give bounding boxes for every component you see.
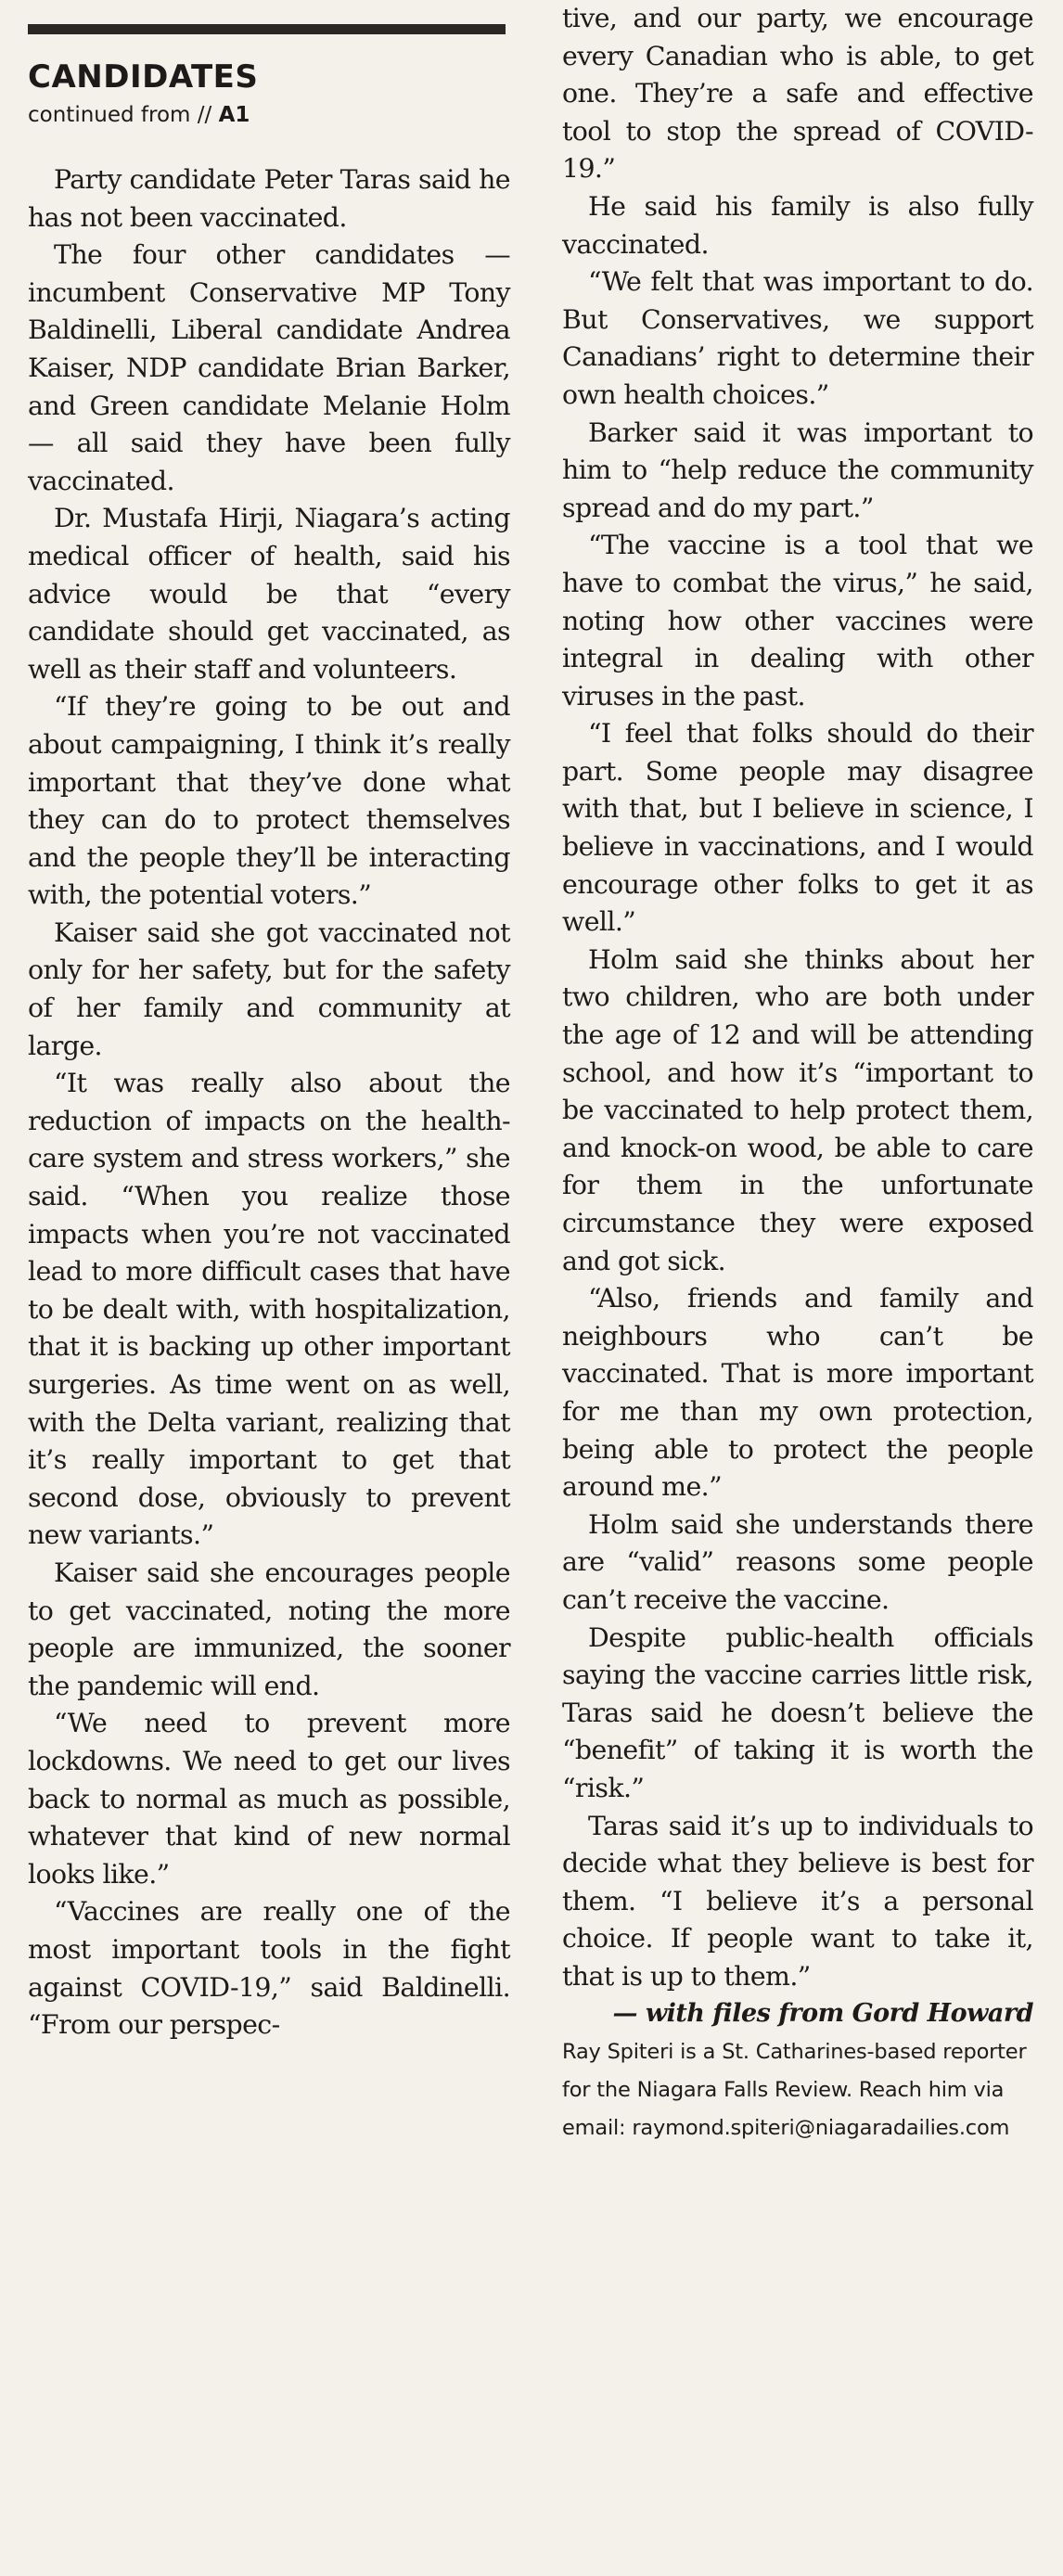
section-rule: [28, 24, 506, 34]
continued-from-line: [28, 100, 510, 130]
paragraph: Taras said it’s up to individuals to decide what they believe is best for them. “I believe it’s a personal choice. If people want to take it, that is up to them.”: [562, 1810, 1033, 1992]
paragraph: He said his family is also fully vaccinated.: [562, 190, 1033, 260]
paragraph: Dr. Mustafa Hirji, Niagara’s acting medical officer of health, said his advice would be that “every candidate should get vaccinated, as well as their staff and volunteers.: [28, 503, 510, 685]
continued-page: A1: [218, 103, 250, 127]
paragraph: Barker said it was important to him to “help reduce the community spread and do my part.”: [562, 417, 1033, 523]
paragraph: “If they’re going to be out and about campaigning, I think it’s really important that they’ve done what they can do to protect themselves and the people they’ll be interacting with, the potential voters.”: [28, 691, 510, 911]
paragraph: “We need to prevent more lockdowns. We need to get our lives back to normal as much as possible, whatever that kind of new normal looks like.”: [28, 1708, 510, 1890]
paragraph: “I feel that folks should do their part. Some people may disagree with that, but I believe in science, I believe in vaccinations, and I would encourage other folks to get it as well.”: [562, 718, 1033, 938]
paragraph: Despite public-health officials saying the vaccine carries little risk, Taras said he doesn’t believe the “benefit” of taking it is worth the “risk.”: [562, 1621, 1033, 1803]
paragraph: Holm said she understands there are “valid” reasons some people can’t receive the vaccine.: [562, 1508, 1033, 1615]
paragraph: Kaiser said she encourages people to get vaccinated, noting the more people are immunized, the sooner the pandemic will end.: [28, 1557, 510, 1701]
paragraph: “The vaccine is a tool that we have to combat the virus,” he said, noting how other vaccines were integral in dealing with other viruses in the past.: [562, 530, 1033, 711]
paragraph: “It was really also about the reduction of impacts on the health-care system and stress workers,” she said. “When you realize those impacts when you’re not vaccinated lead to more difficult cases that have to be dealt with, with hospitalization, that it is backing up other important surgeries. As time went on as well, with the Delta variant, realizing that it’s really important to get that second dose, obviously to prevent new variants.”: [28, 1068, 510, 1551]
paragraph: “Vaccines are really one of the most important tools in the fight against COVID-19,” said Baldinelli. “From our perspec-: [28, 1896, 510, 2041]
right-column: [562, 0, 1033, 2147]
paragraph: The four other candidates — incumbent Conservative MP Tony Baldinelli, Liberal candidate Andrea Kaiser, NDP candidate Brian Barker, and Green candidate Melanie Holm — all said they have been fully vaccinated.: [28, 239, 510, 496]
continued-label: continued from //: [28, 103, 212, 127]
paragraph: “We felt that was important to do. But Conservatives, we support Canadians’ right to determine their own health choices.”: [562, 266, 1033, 410]
paragraph: Holm said she thinks about her two children, who are both under the age of 12 and will be attending school, and how it’s “important to be vaccinated to help protect them, and knock-on wood, be able to care for them in the unfortunate circumstance they were exposed and got sick.: [562, 943, 1033, 1276]
left-column: [28, 58, 510, 2044]
article-credit: — with files from Gord Howard: [612, 1999, 1033, 2029]
paragraph: tive, and our party, we encourage every Canadian who is able, to get one. They’re a safe and effective tool to stop the spread of COVID-19.”: [562, 3, 1033, 185]
paragraph: Party candidate Peter Taras said he has not been vaccinated.: [28, 164, 510, 233]
paragraph: “Also, friends and family and neighbours who can’t be vaccinated. That is more important for me than my own protection, being able to protect the people around me.”: [562, 1283, 1033, 1503]
paragraph: Kaiser said she got vaccinated not only for her safety, but for the safety of her family and community at large.: [28, 916, 510, 1061]
section-kicker: CANDIDATES: [28, 58, 259, 96]
author-bio: Ray Spiteri is a St. Catharines-based reporter for the Niagara Falls Review. Reach him via email: raymond.spiteri@niagaradailies.com: [562, 2040, 1027, 2141]
